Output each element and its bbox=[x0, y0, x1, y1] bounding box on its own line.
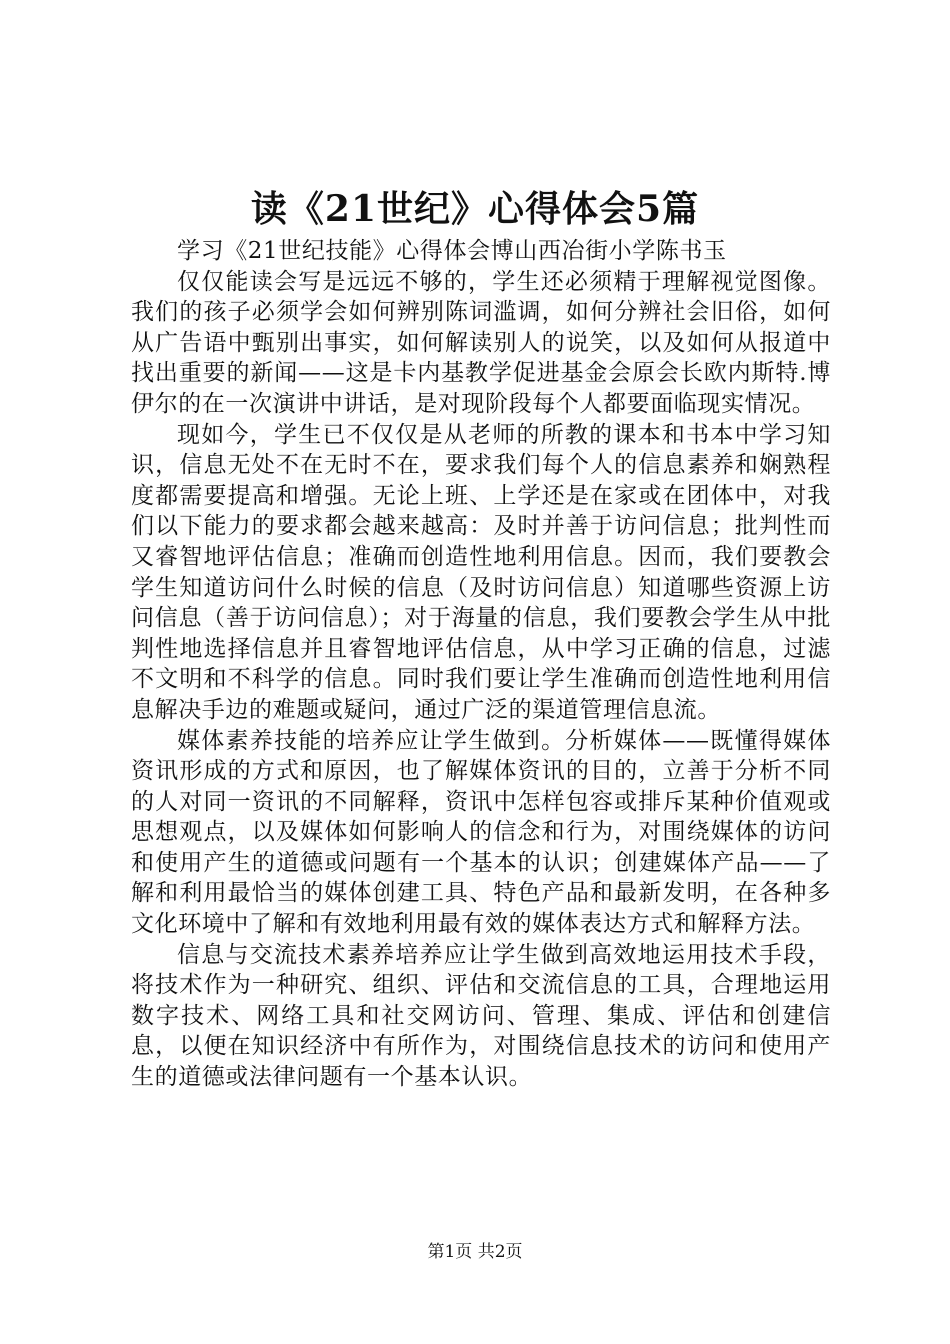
paragraph-4: 信息与交流技术素养培养应让学生做到高效地运用技术手段，将技术作为一种研究、组织、评估和交流信息的工具，合理地运用数字技术、网络工具和社交网访问、管理、集成、评估和创建信息，以便在知识经济中有所作为，对围绕信息技术的访问和使用产生的道德或法律问题有一个基本认识。 bbox=[131, 941, 831, 1091]
document-title: 读《21世纪》心得体会5篇 bbox=[250, 188, 700, 230]
paragraph-3: 媒体素养技能的培养应让学生做到。分析媒体——既懂得媒体资讯形成的方式和原因，也了解媒体资讯的目的，立善于分析不同的人对同一资讯的不同解释，资讯中怎样包容或排斥某种价值观或思想观点，以及媒体如何影响人的信念和行为，对围绕媒体的访问和使用产生的道德或问题有一个基本的认识；创建媒体产品——了解和利用最恰当的媒体创建工具、特色产品和最新发明，在各种多文化环境中了解和有效地利用最有效的媒体表达方式和解释方法。 bbox=[131, 727, 831, 938]
paragraph-subtitle: 学习《21世纪技能》心得体会博山西冶街小学陈书玉 bbox=[177, 238, 727, 264]
document-body bbox=[131, 236, 831, 1093]
paragraph-1: 仅仅能读会写是远远不够的，学生还必须精于理解视觉图像。我们的孩子必须学会如何辨别陈词滥调，如何分辨社会旧俗，如何从广告语中甄别出事实，如何解读别人的说笑，以及如何从报道中找出重要的新闻——这是卡内基教学促进基金会原会长欧内斯特.博伊尔的在一次演讲中讲话，是对现阶段每个人都要面临现实情况。 bbox=[131, 268, 831, 417]
paragraph-2: 现如今，学生已不仅仅是从老师的所教的课本和书本中学习知识，信息无处不在无时不在，要求我们每个人的信息素养和娴熟程度都需要提高和增强。无论上班、上学还是在家或在团体中，对我们以下能力的要求都会越来越高：及时并善于访问信息；批判性而又睿智地评估信息；准确而创造性地利用信息。因而，我们要教会学生知道访问什么时候的信息（及时访问信息）知道哪些资源上访问信息（善于访问信息）；对于海量的信息，我们要教会学生从中批判性地选择信息并且睿智地评估信息，从中学习正确的信息，过滤不文明和不科学的信息。同时我们要让学生准确而创造性地利用信息解决手边的难题或疑问，通过广泛的渠道管理信息流。 bbox=[131, 421, 831, 723]
page-number-footer: 第1页 共2页 bbox=[427, 1242, 523, 1262]
